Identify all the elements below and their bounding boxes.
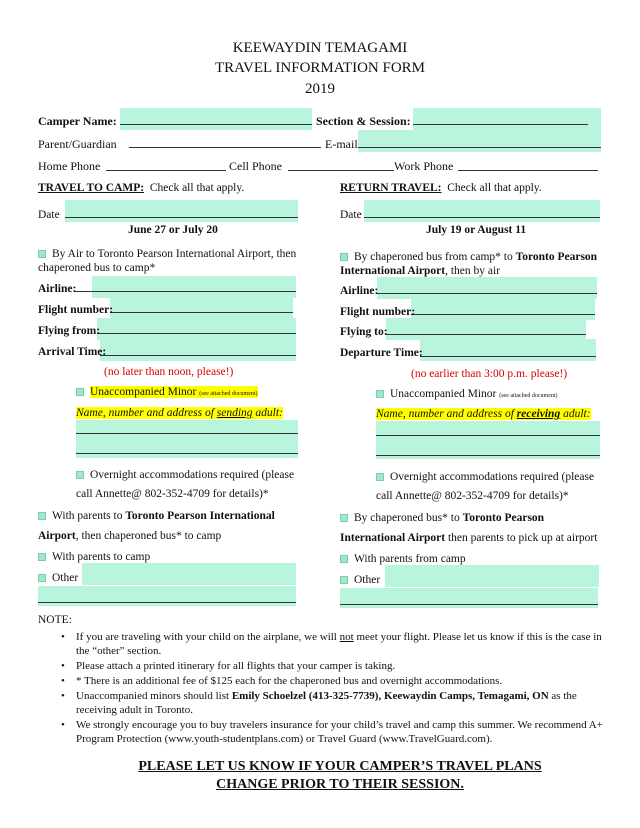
return-overnight-cont: call Annette@ 802-352-4709 for details)* — [376, 490, 569, 502]
return-other-input[interactable] — [385, 565, 599, 587]
footer-line1: PLEASE LET US KNOW IF YOUR CAMPER’S TRAVEL PLANS — [138, 759, 542, 774]
return-adult-label: Name, number and address of receiving adult: — [376, 408, 591, 420]
to-camp-air-option-cont: chaperoned bus to camp* — [38, 262, 156, 274]
to-camp-overnight-cont: call Annette@ 802-352-4709 for details)* — [76, 488, 269, 500]
to-camp-date-hint: June 27 or July 20 — [128, 224, 218, 236]
to-camp-other-input-line2[interactable] — [38, 586, 296, 606]
return-other-option[interactable]: Other — [340, 574, 380, 586]
return-adult-input[interactable] — [376, 421, 600, 459]
to-camp-date-input[interactable] — [65, 200, 298, 222]
work-phone-label: Work Phone — [394, 159, 454, 173]
note-item: • If you are traveling with your child on the airplane, we will not meet your flight. Please let us know if this is the case in the “other” section. — [76, 630, 606, 658]
to-camp-parents-toronto-option[interactable]: With parents to Toronto Pearson International — [38, 510, 275, 522]
to-camp-other-option[interactable]: Other — [38, 572, 78, 584]
to-camp-heading: TRAVEL TO CAMP: Check all that apply. — [38, 182, 245, 194]
camper-name-label: Camper Name: — [38, 114, 117, 128]
note-item: • We strongly encourage you to buy travelers insurance for your child’s travel and camp this summer. We recommend A+ Program Protection (www.youth-studentplans.com) or Travel Guard (www.TravelGuard.com). — [76, 718, 606, 746]
to-camp-parents-toronto-cont: Airport, then chaperoned bus* to camp — [38, 530, 222, 542]
checkbox-icon[interactable] — [340, 514, 348, 522]
section-session-label: Section & Session: — [316, 114, 411, 128]
return-flight-number-label: Flight number: — [340, 306, 416, 318]
to-camp-overnight-option[interactable]: Overnight accommodations required (please — [76, 469, 294, 481]
to-camp-airline-label: Airline: — [38, 283, 77, 295]
org-name: KEEWAYDIN TEMAGAMI — [232, 40, 408, 56]
cell-phone-label: Cell Phone — [229, 159, 282, 173]
checkbox-icon[interactable] — [376, 390, 384, 398]
return-date-input[interactable] — [364, 200, 600, 222]
to-camp-flight-number-input[interactable] — [110, 296, 293, 318]
to-camp-flying-from-label: Flying from: — [38, 325, 101, 337]
to-camp-unaccompanied-option[interactable]: Unaccompanied Minor (see attached document) — [76, 386, 258, 398]
return-date-label: Date — [340, 209, 362, 221]
checkbox-icon[interactable] — [76, 388, 84, 396]
section-session-input[interactable] — [413, 108, 601, 130]
return-departure-time-input[interactable] — [420, 339, 596, 361]
form-year: 2019 — [305, 81, 335, 97]
checkbox-icon[interactable] — [76, 471, 84, 479]
return-flight-number-input[interactable] — [411, 298, 595, 320]
return-parents-camp-option[interactable]: With parents from camp — [340, 553, 466, 565]
return-date-hint: July 19 or August 11 — [426, 224, 527, 236]
return-departure-time-label: Departure Time: — [340, 347, 423, 359]
email-label: E-mail — [325, 137, 358, 151]
return-bus-air-option[interactable]: By chaperoned bus from camp* to Toronto Pearson — [340, 251, 597, 263]
to-camp-flying-from-input[interactable] — [97, 318, 296, 340]
return-time-note: (no earlier than 3:00 p.m. please!) — [411, 368, 568, 380]
return-flying-to-input[interactable] — [386, 318, 586, 340]
return-unaccompanied-option[interactable]: Unaccompanied Minor (see attached document) — [376, 388, 558, 400]
to-camp-adult-label: Name, number and address of sending adult: — [76, 407, 283, 419]
to-camp-other-input[interactable] — [82, 563, 296, 585]
to-camp-arrival-time-input[interactable] — [100, 339, 296, 361]
checkbox-icon[interactable] — [340, 253, 348, 261]
home-phone-label: Home Phone — [38, 159, 101, 173]
checkbox-icon[interactable] — [38, 512, 46, 520]
parent-guardian-label: Parent/Guardian — [38, 137, 117, 151]
return-other-input-line2[interactable] — [340, 588, 598, 608]
footer-line2: CHANGE PRIOR TO THEIR SESSION. — [216, 777, 464, 792]
to-camp-air-option[interactable]: By Air to Toronto Pearson International Airport, then — [38, 248, 296, 260]
to-camp-flight-number-label: Flight number: — [38, 304, 114, 316]
form-title: TRAVEL INFORMATION FORM — [214, 60, 426, 76]
note-item: • Please attach a printed itinerary for all flights that your camper is taking. — [76, 659, 606, 673]
return-bus-toronto-option[interactable]: By chaperoned bus* to Toronto Pearson — [340, 512, 544, 524]
to-camp-date-label: Date — [38, 209, 60, 221]
checkbox-icon[interactable] — [340, 555, 348, 563]
checkbox-icon[interactable] — [376, 473, 384, 481]
note-item: • Unaccompanied minors should list Emily Schoelzel (413-325-7739), Keewaydin Camps, Temagami, ON as the receiving adult in Toronto. — [76, 689, 606, 717]
checkbox-icon[interactable] — [340, 576, 348, 584]
to-camp-parents-camp-option[interactable]: With parents to camp — [38, 551, 150, 563]
return-overnight-option[interactable]: Overnight accommodations required (please — [376, 471, 594, 483]
notes-list — [76, 630, 606, 747]
note-item: • * There is an additional fee of $125 each for the chaperoned bus and overnight accommodations. — [76, 674, 606, 688]
checkbox-icon[interactable] — [38, 574, 46, 582]
to-camp-time-note: (no later than noon, please!) — [104, 366, 234, 378]
camper-name-input[interactable] — [120, 108, 312, 130]
return-heading: RETURN TRAVEL: Check all that apply. — [340, 182, 542, 194]
return-bus-air-option-cont: International Airport, then by air — [340, 265, 501, 277]
checkbox-icon[interactable] — [38, 553, 46, 561]
return-bus-toronto-cont: International Airport then parents to pick up at airport — [340, 532, 598, 544]
return-airline-input[interactable] — [377, 277, 597, 299]
return-airline-label: Airline: — [340, 285, 379, 297]
notes-heading: NOTE: — [38, 614, 72, 626]
checkbox-icon[interactable] — [38, 250, 46, 258]
email-input[interactable] — [358, 130, 601, 152]
return-flying-to-label: Flying to: — [340, 326, 388, 338]
to-camp-airline-input[interactable] — [92, 276, 296, 298]
to-camp-arrival-time-label: Arrival Time: — [38, 346, 107, 358]
